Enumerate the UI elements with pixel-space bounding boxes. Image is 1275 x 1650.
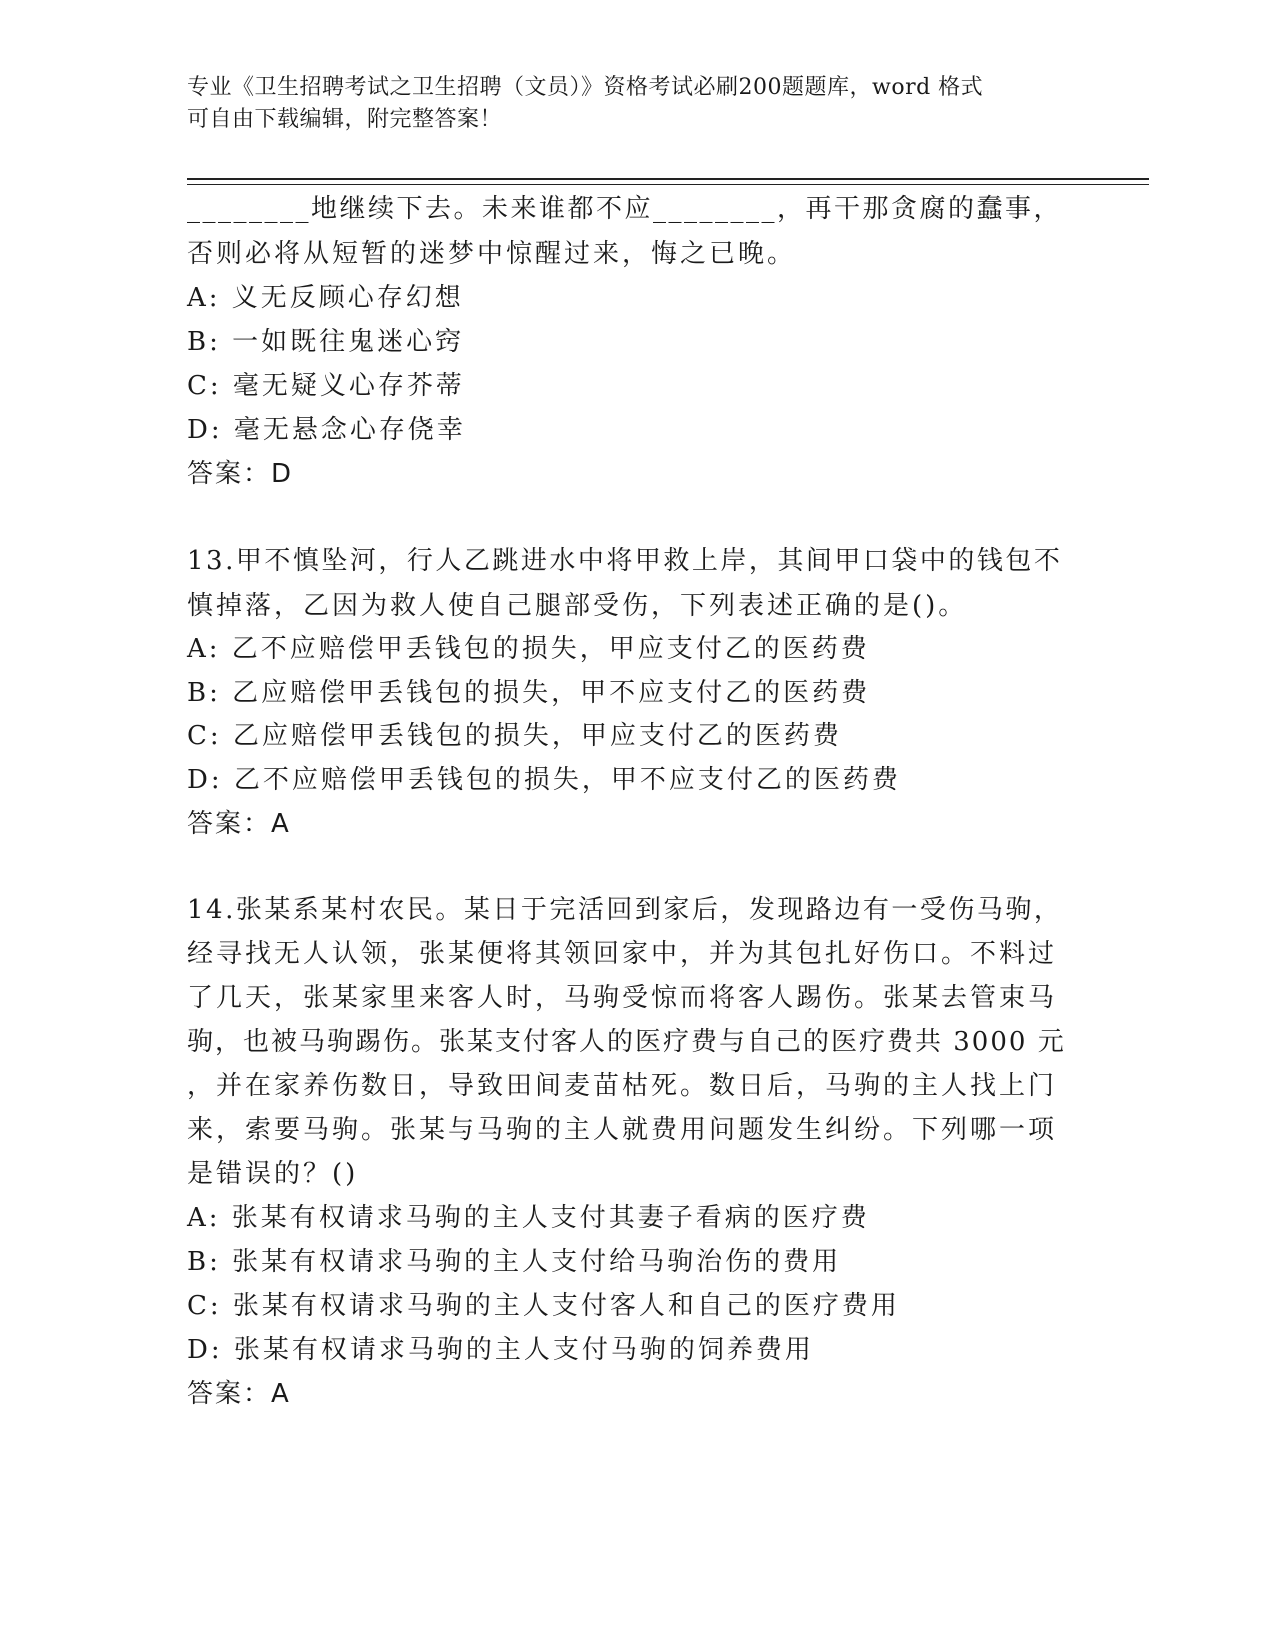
q12-option-d: D: 毫无悬念心存侥幸 (187, 415, 466, 445)
q14-answer: 答案：A (187, 1379, 291, 1409)
q13-option-a: A: 乙不应赔偿甲丢钱包的损失，甲应支付乙的医药费 (187, 634, 870, 664)
header-divider-thin (187, 184, 1149, 185)
document-header (187, 72, 1067, 136)
q14-stem-line-7: 是错误的？() (187, 1159, 359, 1189)
q14-stem-line-4: 驹，也被马驹踢伤。张某支付客人的医疗费与自己的医疗费共 3000 元 (187, 1027, 1066, 1057)
q14-stem-line-3: 了几天，张某家里来客人时，马驹受惊而将客人踢伤。张某去管束马 (187, 983, 1058, 1013)
q14-stem-line-6: 来，索要马驹。张某与马驹的主人就费用问题发生纠纷。下列哪一项 (187, 1115, 1058, 1145)
q14-stem-line-5: ，并在家养伤数日，导致田间麦苗枯死。数日后，马驹的主人找上门 (187, 1071, 1058, 1101)
q14-stem-line-2: 经寻找无人认领，张某便将其领回家中，并为其包扎好伤口。不料过 (187, 939, 1058, 969)
q12-stem-line-1: ________地继续下去。未来谁都不应________，再干那贪腐的蠢事， (187, 194, 1063, 224)
header-title-line-1: 专业《卫生招聘考试之卫生招聘（文员）》资格考试必刷200题题库，word 格式 (187, 75, 984, 100)
header-divider-thick (187, 178, 1149, 180)
q12-option-c: C: 毫无疑义心存芥蒂 (187, 371, 465, 401)
q14-option-a: A: 张某有权请求马驹的主人支付其妻子看病的医疗费 (187, 1203, 870, 1233)
q13-stem-line-2: 慎掉落，乙因为救人使自己腿部受伤，下列表述正确的是()。 (187, 591, 968, 621)
q14-option-d: D: 张某有权请求马驹的主人支付马驹的饲养费用 (187, 1335, 814, 1365)
q13-option-d: D: 乙不应赔偿甲丢钱包的损失，甲不应支付乙的医药费 (187, 765, 901, 795)
q12-stem-line-2: 否则必将从短暂的迷梦中惊醒过来，悔之已晚。 (187, 239, 797, 269)
q12-option-a: A: 义无反顾心存幻想 (187, 283, 464, 313)
header-title-line-2: 可自由下载编辑，附完整答案！ (187, 107, 503, 132)
q13-stem-line-1: 13.甲不慎坠河，行人乙跳进水中将甲救上岸，其间甲口袋中的钱包不 (187, 546, 1063, 576)
q12-answer: 答案：D (187, 459, 294, 489)
q14-option-c: C: 张某有权请求马驹的主人支付客人和自己的医疗费用 (187, 1291, 900, 1321)
q14-option-b: B: 张某有权请求马驹的主人支付给马驹治伤的费用 (187, 1247, 842, 1277)
q14-stem-line-1: 14.张某系某村农民。某日于完活回到家后，发现路边有一受伤马驹， (187, 895, 1063, 925)
q13-option-b: B: 乙应赔偿甲丢钱包的损失，甲不应支付乙的医药费 (187, 678, 871, 708)
q13-option-c: C: 乙应赔偿甲丢钱包的损失，甲应支付乙的医药费 (187, 721, 842, 751)
q12-option-b: B: 一如既往鬼迷心窍 (187, 327, 465, 357)
q13-answer: 答案：A (187, 809, 291, 839)
